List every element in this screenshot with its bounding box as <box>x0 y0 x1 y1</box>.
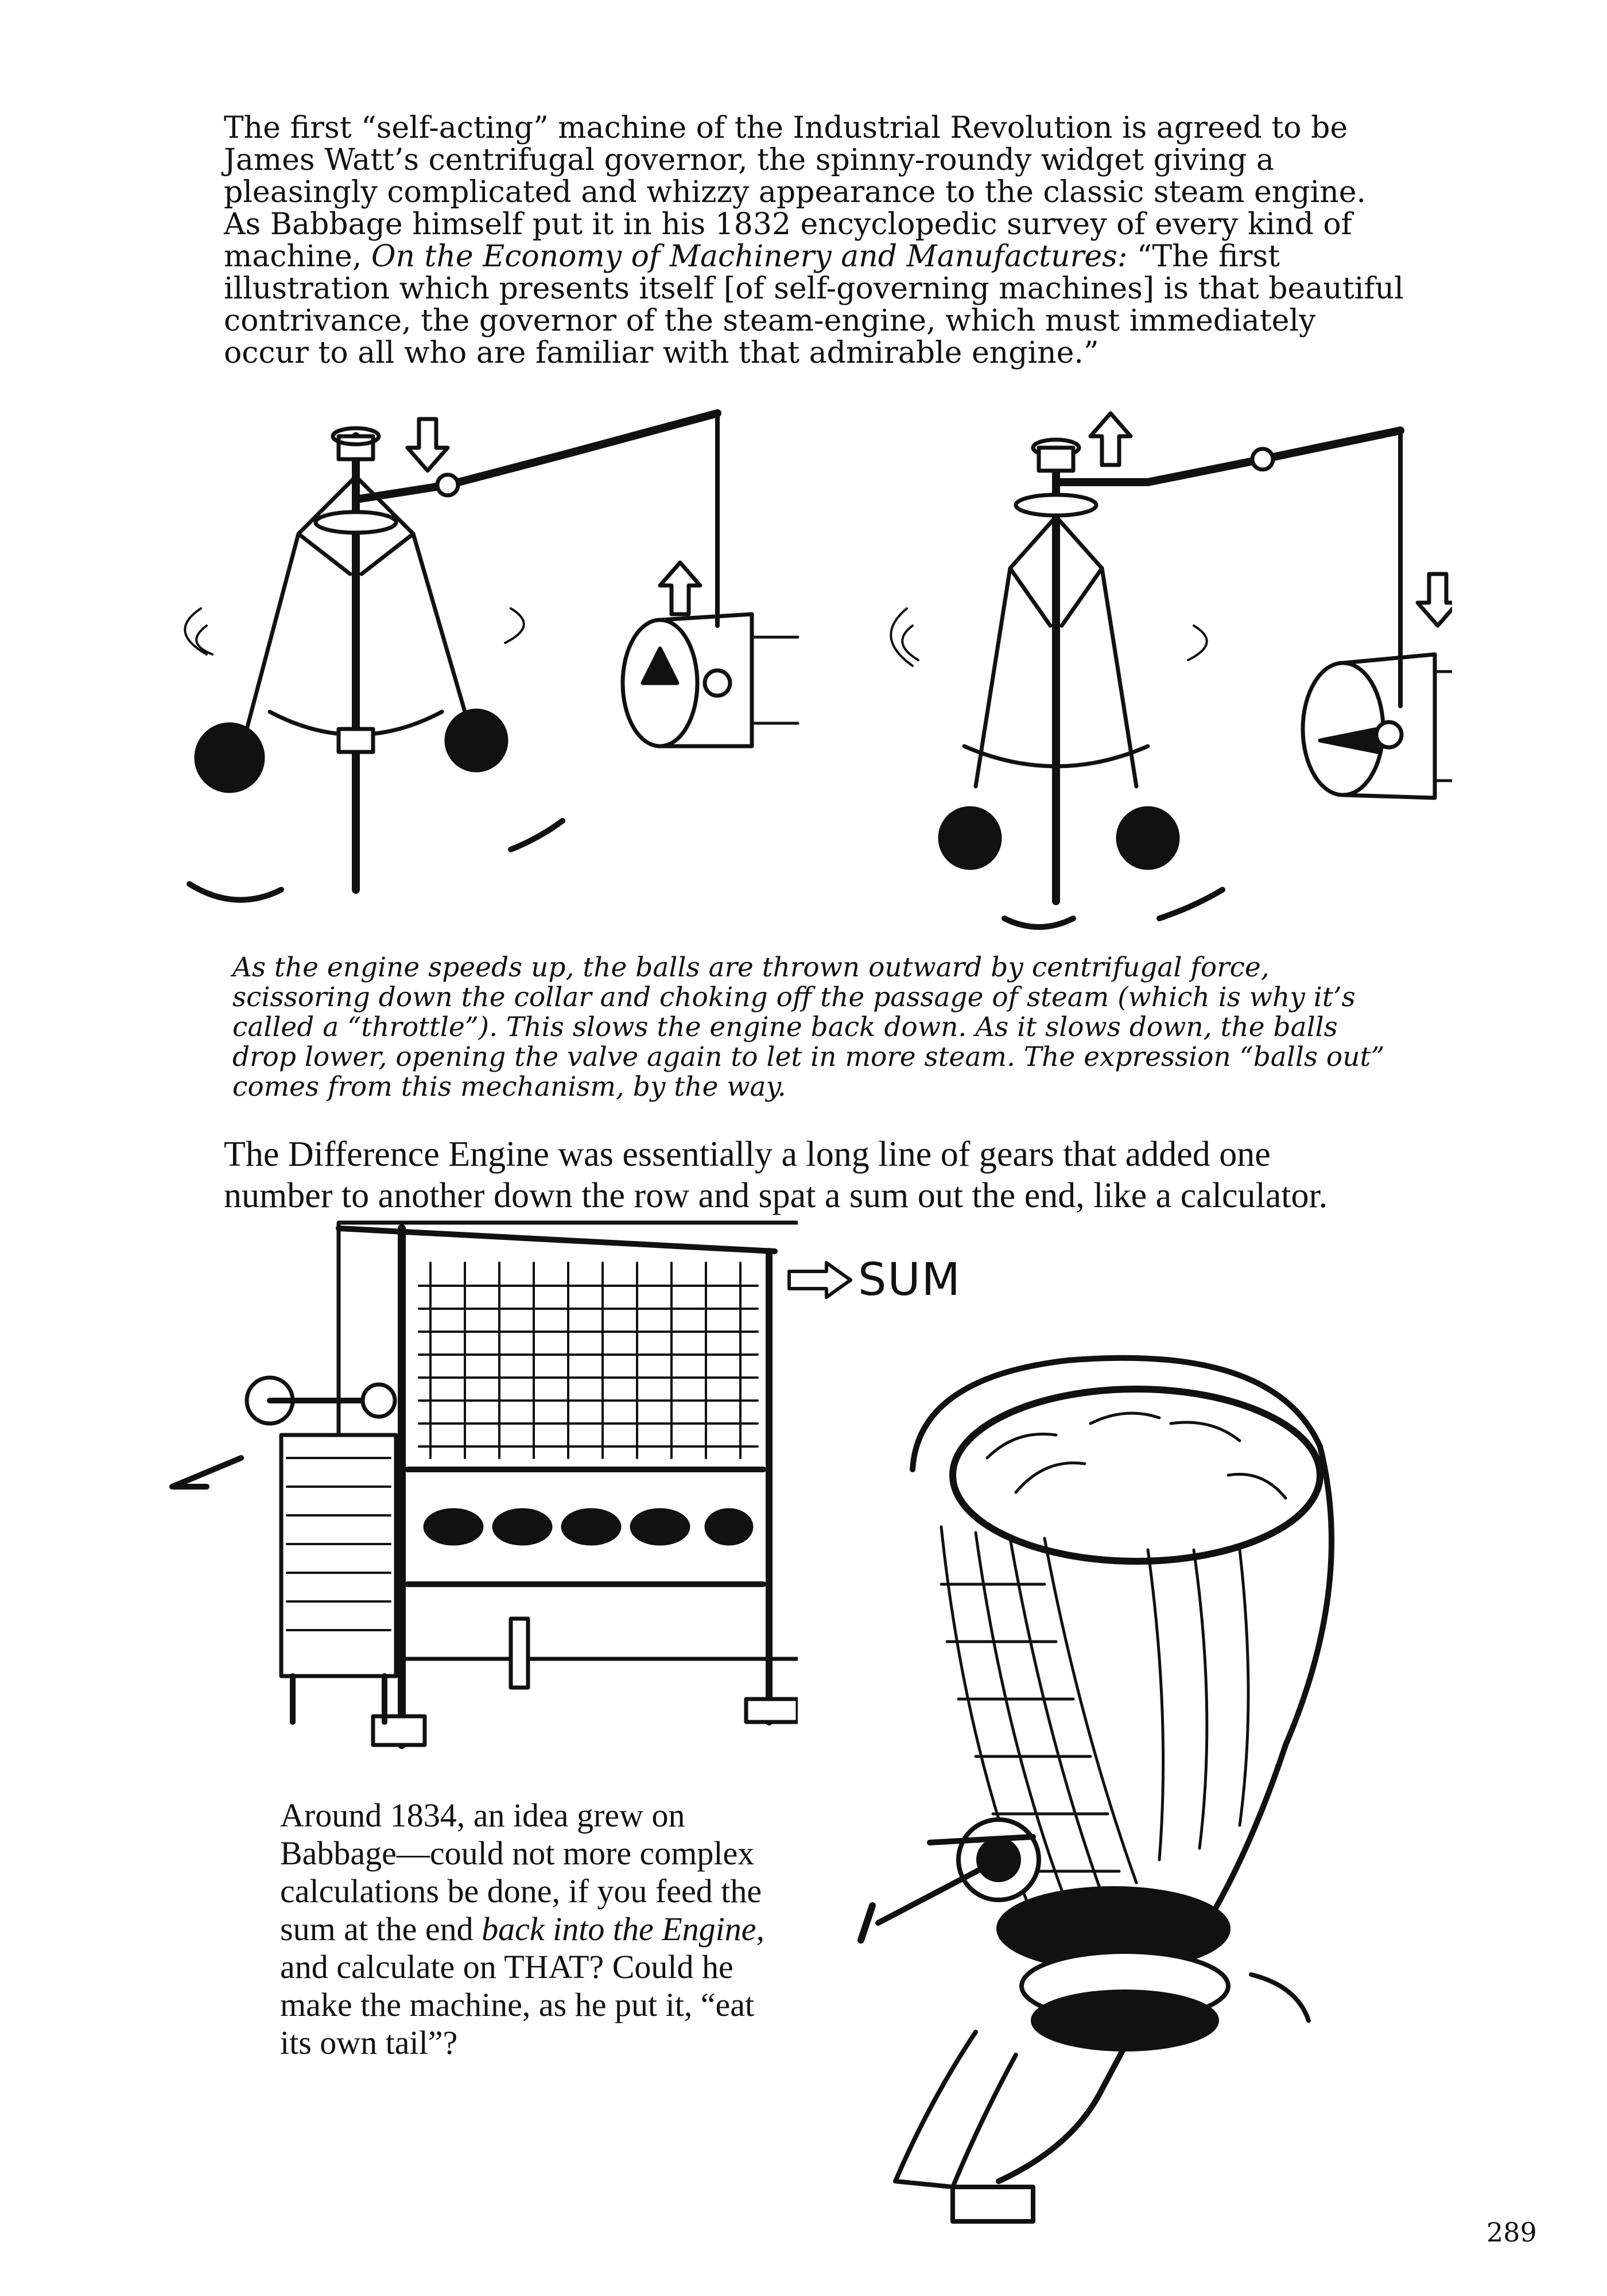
difference-engine-illustration <box>166 1217 798 1751</box>
tail-gear-stack <box>999 1888 1228 2049</box>
arrow-curve-bottom-right <box>1004 890 1222 927</box>
arrow-up-right <box>1090 413 1131 465</box>
difference-engine-paragraph: The Difference Engine was essentially a long line of gears that added one number to another down the row and spat a sum out the end, like a calculator. <box>224 1135 1328 1215</box>
around-emphasis: back into the Engine, <box>482 1910 765 1948</box>
governor-illustration <box>166 385 1452 953</box>
valve-right <box>1303 654 1452 798</box>
arrow-down-left <box>407 419 448 471</box>
around-text-part2: and calculate on THAT? Could he make the machine, as he put it, “eat its own tail”? <box>280 1948 755 2061</box>
intro-text-part2: “The first illustration which presents itself [of self-governing machines] is that beautiful contrivance, the governor of the steam-engine, which must immediately occur to all who are familiar with that admirable engine.” <box>224 239 1404 370</box>
book-title: On the Economy of Machinery and Manufactures: <box>371 239 1128 274</box>
governor-caption: As the engine speeds up, the balls are thrown outward by centrifugal force, scissoring down the collar and choking off the passage of steam (which is why it’s called a “throttle”). This slows the engine back down. As it slows down, the balls drop lower, opening the valve again to let in more steam. The expression “balls out” comes from this mechanism, by the way. <box>232 952 1385 1103</box>
sum-arrow <box>786 1260 855 1300</box>
around-1834-paragraph <box>280 1797 774 2062</box>
arrow-curve-bottom-left <box>189 821 562 900</box>
intro-text-part1: The first “self-acting” machine of the Industrial Revolution is agreed to be James Watt’s centrifugal governor, the spinny-roundy widget giving a pleasingly complicated and whizzy appearance to the classic steam engine. As Babbage himself put it in his 1832 encyclopedic survey of every kind of machine, <box>224 111 1366 274</box>
page-number: 289 <box>1486 2217 1537 2248</box>
arrow-up-left <box>660 563 700 614</box>
arrow-down-right <box>1418 574 1452 626</box>
intro-paragraph <box>224 112 1406 369</box>
tail-eating-engine-illustration <box>826 1343 1366 2239</box>
governor-right <box>891 430 1400 901</box>
around-text-part1: Around 1834, an idea grew on Babbage—could not more complex calculations be done, if you feed the sum at the end <box>280 1797 762 1948</box>
valve-left <box>623 614 798 746</box>
sum-label: SUM <box>858 1254 961 1306</box>
